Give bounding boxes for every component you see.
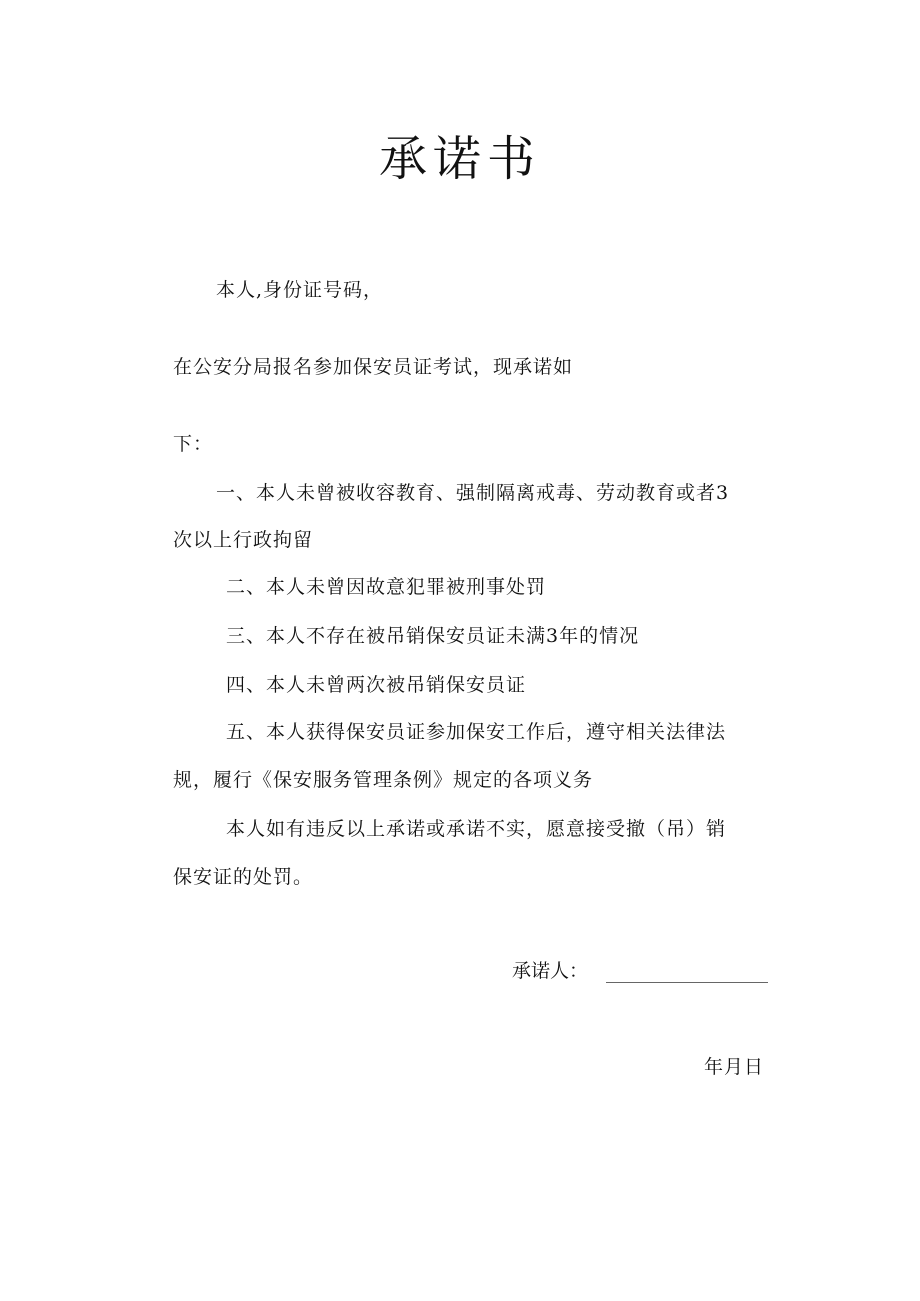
promise-item-5-cont: 规，履行《保安服务管理条例》规定的各项义务 (173, 769, 594, 791)
continuation-line: 下： (173, 433, 214, 455)
promise-item-2: 二、本人未曾因故意犯罪被刑事处罚 (226, 576, 547, 598)
registration-line: 在公安分局报名参加保安员证考试，现承诺如 (173, 356, 574, 378)
penalty-clause: 本人如有违反以上承诺或承诺不实，愿意接受撤（吊）销 (226, 818, 727, 840)
signature-row (512, 959, 768, 983)
intro-line: 本人,身份证号码， (216, 279, 384, 301)
promise-item-3: 三、本人不存在被吊销保安员证未满3年的情况 (226, 625, 640, 647)
signature-blank-line[interactable] (606, 962, 768, 983)
promise-item-4: 四、本人未曾两次被吊销保安员证 (226, 674, 527, 696)
penalty-clause-cont: 保安证的处罚。 (173, 866, 314, 888)
promise-item-1: 一、本人未曾被收容教育、强制隔离戒毒、劳动教育或者3 (216, 482, 730, 504)
document-title: 承诺书 (378, 131, 541, 187)
promise-item-5: 五、本人获得保安员证参加保安工作后，遵守相关法律法 (226, 721, 727, 743)
date-label: 年月日 (704, 1056, 765, 1078)
signature-label: 承诺人： (512, 960, 589, 982)
promise-item-1-cont: 次以上行政拘留 (173, 529, 314, 551)
